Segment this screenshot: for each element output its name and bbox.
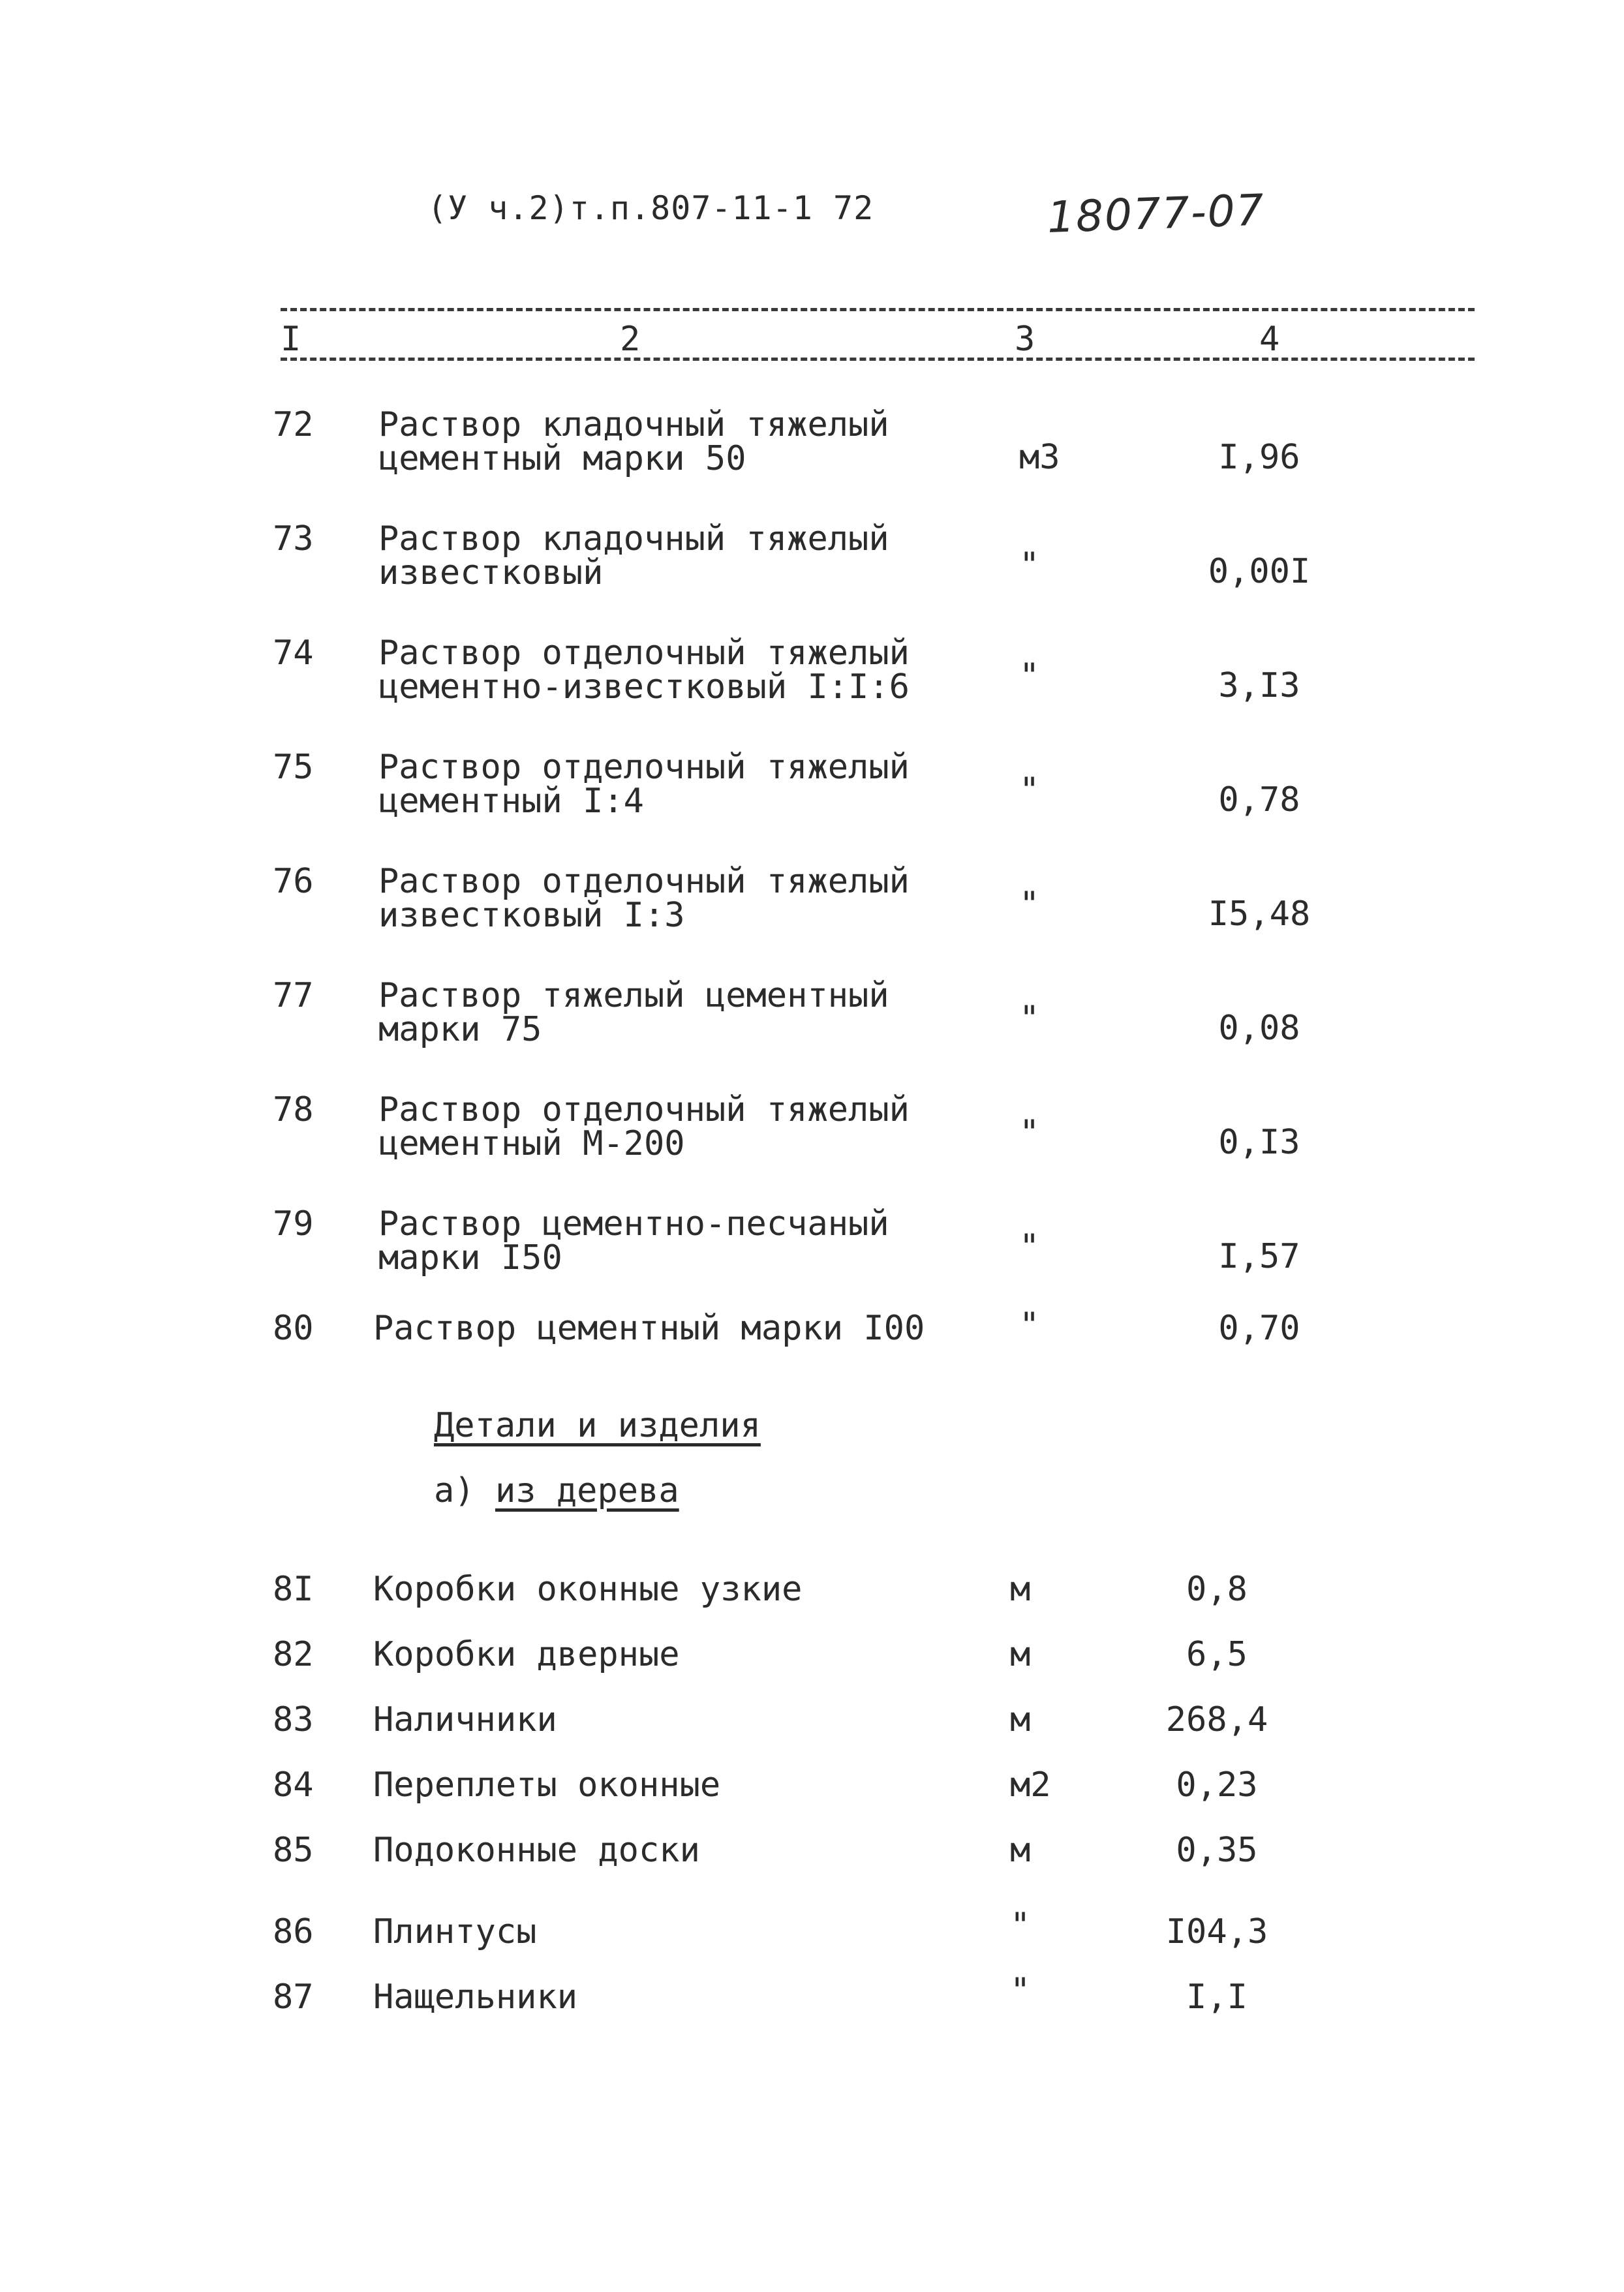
row-unit: " <box>1019 656 1040 695</box>
row-name-line2: известковый I:3 <box>378 896 685 935</box>
row-name-line2: цементный марки 50 <box>378 439 746 478</box>
row-value: 0,8 <box>1186 1570 1248 1609</box>
row-name <box>378 405 889 478</box>
row-value: 268,4 <box>1165 1700 1268 1739</box>
column-header-1: I <box>281 320 301 359</box>
section-title: Детали и изделия <box>434 1406 761 1445</box>
row-name: Коробки оконные узкие <box>373 1570 803 1609</box>
row-value: 0,78 <box>1218 780 1300 819</box>
row-name-line1: Раствор отделочный тяжелый <box>378 1090 910 1129</box>
row-name-line1: Раствор отделочный тяжелый <box>378 748 910 787</box>
table-top-rule <box>281 308 1475 311</box>
subsection-title <box>434 1471 679 1510</box>
row-name <box>378 1204 889 1277</box>
row-unit: " <box>1010 1971 1031 2010</box>
row-unit: м <box>1010 1635 1031 1674</box>
row-value: 0,23 <box>1176 1765 1258 1805</box>
row-unit: " <box>1019 1306 1040 1345</box>
row-name-line1: Раствор кладочный тяжелый <box>378 519 889 558</box>
row-name-line1: Раствор цементно-песчаный <box>378 1204 889 1244</box>
row-number: 85 <box>273 1831 314 1870</box>
row-number: 77 <box>273 976 314 1015</box>
row-number: 74 <box>273 634 314 673</box>
subsection-label: из дерева <box>495 1471 679 1510</box>
row-name <box>378 748 910 821</box>
row-value: I,96 <box>1218 438 1300 477</box>
column-header-2: 2 <box>620 320 641 359</box>
row-unit: м3 <box>1019 438 1060 477</box>
row-name-line2: известковый <box>378 553 604 592</box>
row-unit: м <box>1010 1831 1031 1870</box>
row-value: I04,3 <box>1165 1912 1268 1951</box>
row-value: 0,70 <box>1218 1309 1300 1348</box>
row-name-line1: Раствор тяжелый цементный <box>378 976 889 1015</box>
row-name-line2: марки I50 <box>378 1238 562 1277</box>
row-name: Переплеты оконные <box>373 1765 721 1805</box>
row-number: 84 <box>273 1765 314 1805</box>
row-unit: м <box>1010 1570 1031 1609</box>
row-number: 73 <box>273 519 314 558</box>
row-value: 0,35 <box>1176 1831 1258 1870</box>
row-name-line1: Раствор отделочный тяжелый <box>378 634 910 673</box>
row-name-line1: Раствор кладочный тяжелый <box>378 405 889 444</box>
row-name: Подоконные доски <box>373 1831 700 1870</box>
row-number: 75 <box>273 748 314 787</box>
row-number: 87 <box>273 1978 314 2017</box>
row-number: 83 <box>273 1700 314 1739</box>
row-name-line2: марки 75 <box>378 1010 542 1049</box>
handwritten-number: 18077-07 <box>1046 185 1266 243</box>
row-name <box>378 976 889 1049</box>
row-name <box>378 519 889 592</box>
row-number: 80 <box>273 1309 314 1348</box>
row-name <box>378 634 910 707</box>
row-unit: " <box>1019 545 1040 585</box>
row-name-line2: цементный I:4 <box>378 782 644 821</box>
row-value: I,57 <box>1218 1237 1300 1276</box>
row-number: 82 <box>273 1635 314 1674</box>
row-name: Раствор цементный марки I00 <box>373 1309 925 1348</box>
row-value: I5,48 <box>1208 894 1311 934</box>
row-value: I,I <box>1186 1978 1248 2017</box>
subsection-prefix: а) <box>434 1471 475 1510</box>
row-name: Нащельники <box>373 1978 578 2017</box>
column-header-3: 3 <box>1015 320 1035 359</box>
row-unit: " <box>1019 999 1040 1038</box>
row-number: 72 <box>273 405 314 444</box>
row-name: Наличники <box>373 1700 557 1739</box>
row-unit: " <box>1019 1113 1040 1152</box>
row-number: 8I <box>273 1570 314 1609</box>
row-value: 0,I3 <box>1218 1123 1300 1162</box>
row-unit: " <box>1010 1906 1031 1945</box>
row-name: Коробки дверные <box>373 1635 680 1674</box>
row-number: 86 <box>273 1912 314 1951</box>
row-value: 0,00I <box>1208 552 1311 591</box>
row-unit: " <box>1019 771 1040 810</box>
row-name <box>378 862 910 935</box>
row-name-line1: Раствор отделочный тяжелый <box>378 862 910 901</box>
row-value: 6,5 <box>1186 1635 1248 1674</box>
row-name: Плинтусы <box>373 1912 537 1951</box>
document-reference: (У ч.2)т.п.807-11-1 72 <box>427 189 874 227</box>
row-unit: " <box>1019 885 1040 924</box>
row-unit: м <box>1010 1700 1031 1739</box>
row-number: 78 <box>273 1090 314 1129</box>
row-name-line2: цементный М-200 <box>378 1124 685 1163</box>
column-header-4: 4 <box>1259 320 1280 359</box>
row-number: 76 <box>273 862 314 901</box>
row-unit: м2 <box>1010 1765 1051 1805</box>
row-name <box>378 1090 910 1163</box>
table-header-rule <box>281 358 1475 361</box>
row-unit: " <box>1019 1227 1040 1266</box>
row-value: 0,08 <box>1218 1009 1300 1048</box>
row-number: 79 <box>273 1204 314 1244</box>
row-value: 3,I3 <box>1218 666 1300 705</box>
row-name-line2: цементно-известковый I:I:6 <box>378 667 910 707</box>
